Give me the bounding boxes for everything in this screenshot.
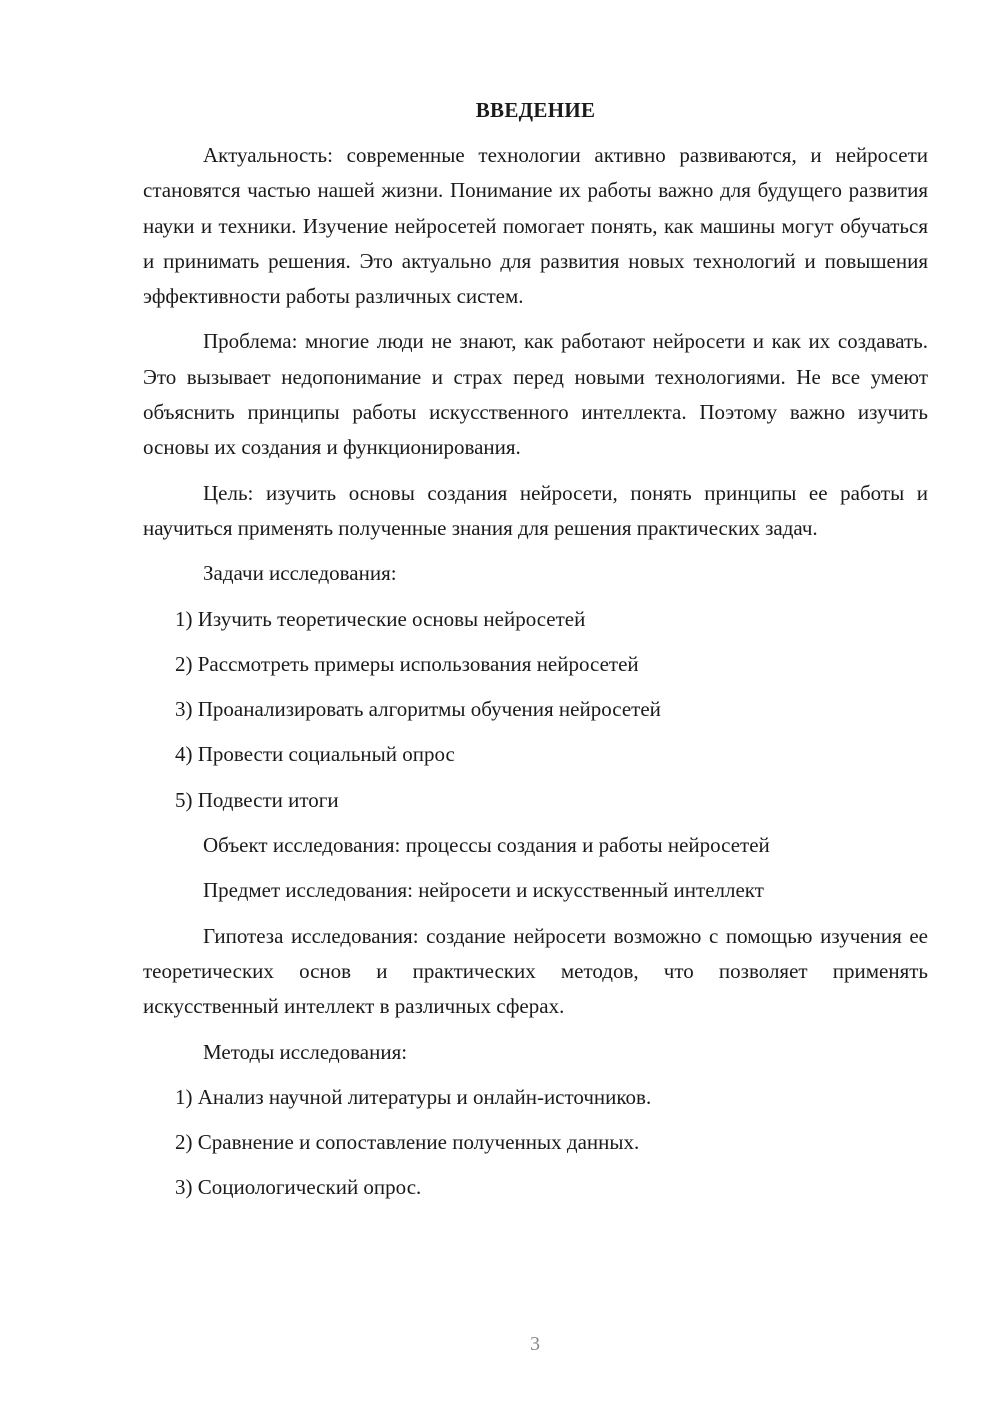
methods-heading: Методы исследования: bbox=[203, 1039, 408, 1064]
list-item: 3) Проанализировать алгоритмы обучения нейросетей bbox=[175, 697, 661, 722]
list-item: 1) Изучить теоретические основы нейросетей bbox=[175, 606, 586, 631]
page-title: ВВЕДЕНИЕ bbox=[475, 98, 596, 122]
problem-paragraph: Проблема: многие люди не знают, как работают нейросети и как их создавать. Это вызывает недопонимание и страх перед новыми технологиями. Не все умеют объяснить принципы работы искусственного интеллекта. Поэтому важно изучить основы их создания и функционирования. bbox=[143, 329, 928, 460]
list-item: 2) Сравнение и сопоставление полученных данных. bbox=[175, 1130, 640, 1155]
list-item: 2) Рассмотреть примеры использования нейросетей bbox=[175, 651, 639, 676]
document-page bbox=[143, 96, 928, 1216]
goal-paragraph: Цель: изучить основы создания нейросети, понять принципы ее работы и научиться применять полученные знания для решения практических задач. bbox=[143, 480, 928, 540]
list-item: 4) Провести социальный опрос bbox=[175, 742, 455, 767]
tasks-list bbox=[143, 602, 928, 818]
list-item: 5) Подвести итоги bbox=[175, 787, 339, 812]
list-item: 3) Социологический опрос. bbox=[175, 1175, 422, 1200]
methods-list bbox=[143, 1080, 928, 1206]
page-number: 3 bbox=[530, 1333, 540, 1355]
list-item: 1) Анализ научной литературы и онлайн-источников. bbox=[175, 1084, 652, 1109]
object-line: Объект исследования: процессы создания и работы нейросетей bbox=[203, 833, 770, 858]
subject-line: Предмет исследования: нейросети и искусственный интеллект bbox=[203, 878, 764, 903]
relevance-paragraph: Актуальность: современные технологии активно развиваются, и нейросети становятся частью нашей жизни. Понимание их работы важно для будущего развития науки и техники. Изучение нейросетей помогает понять, как машины могут обучаться и принимать решения. Это актуально для развития новых технологий и повышения эффективности работы различных систем. bbox=[143, 143, 928, 309]
tasks-heading: Задачи исследования: bbox=[203, 561, 397, 586]
hypothesis-paragraph: Гипотеза исследования: создание нейросети возможно с помощью изучения ее теоретических основ и практических методов, что позволяет применять искусственный интеллект в различных сферах. bbox=[143, 923, 928, 1019]
